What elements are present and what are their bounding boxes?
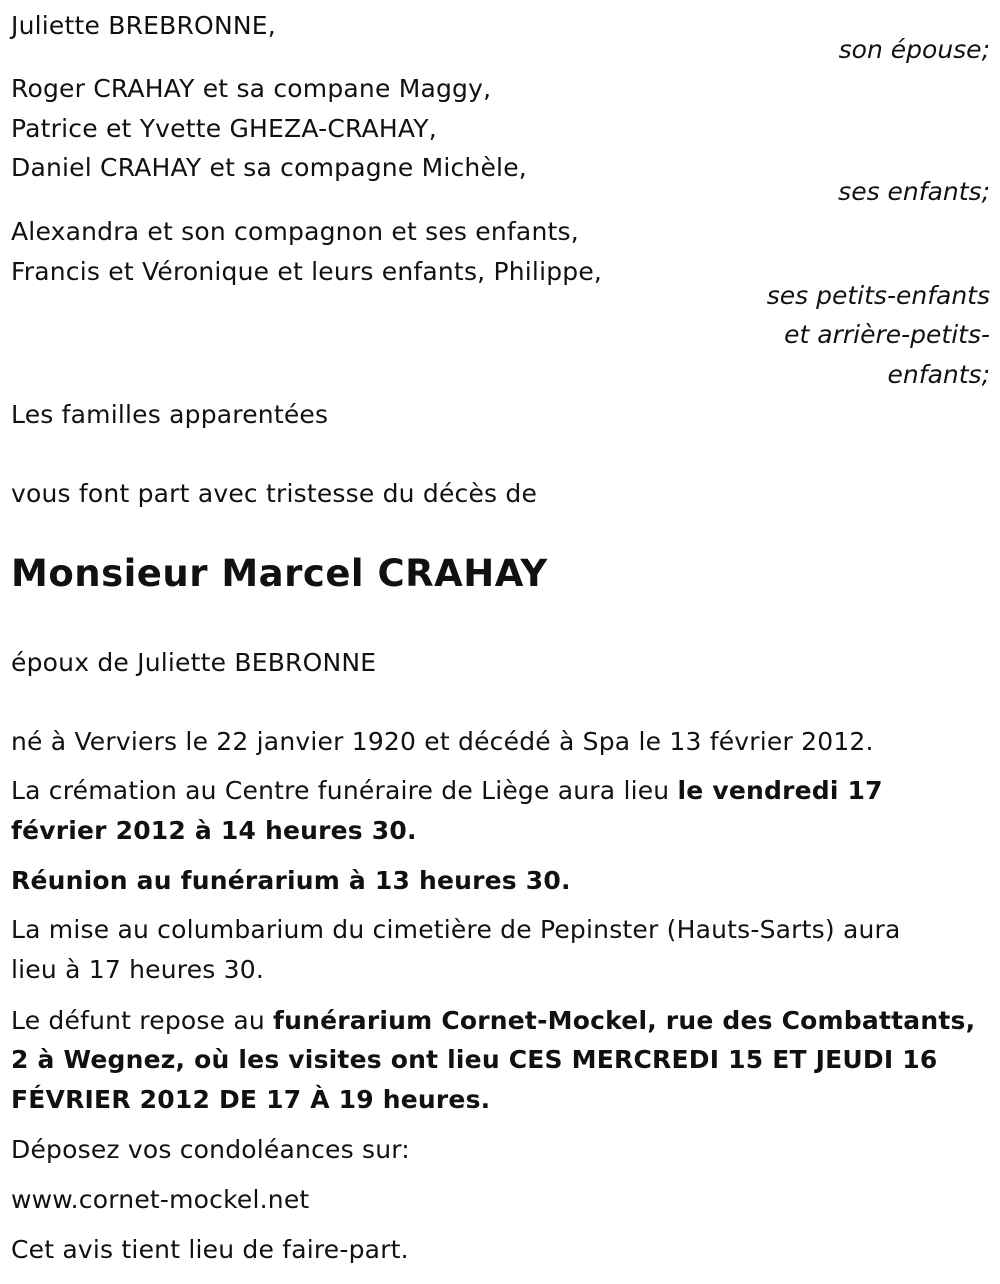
spouse-role: son épouse; [838, 35, 990, 64]
rest-line-2 [11, 1040, 937, 1080]
grandchild-1: Alexandra et son compagnon et ses enfants, [11, 217, 579, 246]
rest-line-1 [11, 1001, 975, 1041]
rest-bold-1: funérarium Cornet-Mockel, rue des Combattants, [273, 1006, 976, 1035]
grandchildren-role-3: enfants; [887, 360, 990, 389]
relatives: Les familles apparentées [11, 400, 329, 429]
announcement: vous font part avec tristesse du décès de [11, 479, 538, 508]
meeting-text: Réunion au funérarium à 13 heures 30. [11, 866, 571, 895]
notice: Cet avis tient lieu de faire-part. [11, 1235, 409, 1264]
grandchildren-role-1: ses petits-enfants [766, 281, 990, 310]
birth-death: né à Verviers le 22 janvier 1920 et décédé à Spa le 13 février 2012. [11, 727, 874, 756]
website-link[interactable]: www.cornet-mockel.net [11, 1185, 310, 1214]
children-role: ses enfants; [838, 177, 990, 206]
cremation-date-1: le vendredi 17 [677, 776, 883, 805]
cremation-line-2 [11, 811, 417, 851]
child-3: Daniel CRAHAY et sa compagne Michèle, [11, 153, 527, 182]
spouse-of: époux de Juliette BEBRONNE [11, 648, 377, 677]
rest-bold-3: FÉVRIER 2012 DE 17 À 19 heures. [11, 1085, 491, 1114]
columbarium-1: La mise au columbarium du cimetière de Pepinster (Hauts-Sarts) aura [11, 915, 901, 944]
cremation-date-2: février 2012 à 14 heures 30. [11, 816, 417, 845]
deceased-name: Monsieur Marcel CRAHAY [11, 552, 548, 595]
cremation-line-1 [11, 771, 883, 811]
rest-line-3 [11, 1080, 490, 1120]
grandchildren-role-2: et arrière-petits- [784, 320, 990, 349]
child-1: Roger CRAHAY et sa compane Maggy, [11, 74, 492, 103]
rest-bold-2: 2 à Wegnez, où les visites ont lieu CES MERCREDI 15 ET JEUDI 16 [11, 1045, 938, 1074]
condolences: Déposez vos condoléances sur: [11, 1135, 410, 1164]
cremation-text: La crémation au Centre funéraire de Liège aura lieu [11, 776, 678, 805]
child-2: Patrice et Yvette GHEZA-CRAHAY, [11, 114, 437, 143]
spouse-name: Juliette BREBRONNE, [11, 11, 276, 40]
grandchild-2: Francis et Véronique et leurs enfants, Philippe, [11, 257, 603, 286]
meeting [11, 861, 571, 901]
columbarium-2: lieu à 17 heures 30. [11, 955, 264, 984]
rest-text: Le défunt repose au [11, 1006, 274, 1035]
